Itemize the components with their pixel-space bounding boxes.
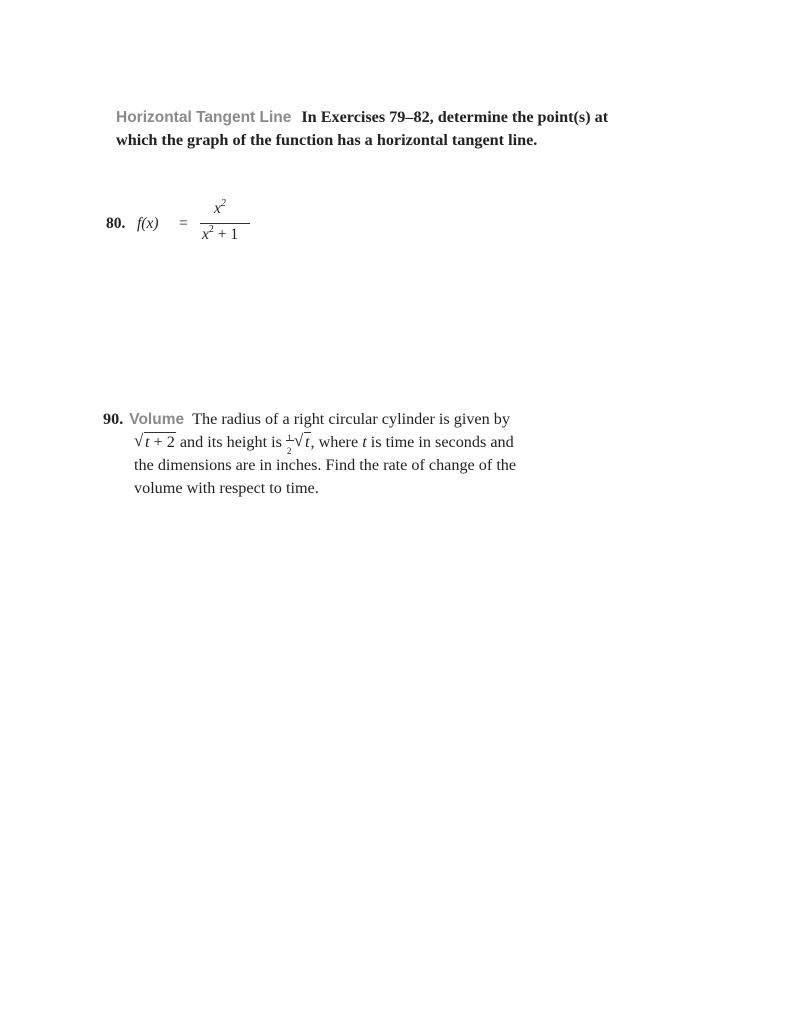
- sqrt-height: √ t: [294, 431, 310, 451]
- equals-sign: =: [179, 215, 188, 232]
- exercise-90-number: 90.: [103, 410, 124, 428]
- exercise-90-line-4: volume with respect to time.: [134, 479, 319, 497]
- exercise-90-text-line-1: The radius of a right circular cylinder is given by: [192, 410, 510, 428]
- exercise-90-line-3: the dimensions are in inches. Find the rate of change of the: [134, 456, 517, 474]
- exercise-section-header: [116, 106, 616, 151]
- exercise-90-label: Volume: [129, 411, 185, 428]
- fraction-denominator: $x^2 + 1$: [202, 224, 239, 243]
- exercise-80-number: 80.: [106, 215, 126, 232]
- section-heading: Horizontal Tangent Line: [116, 109, 292, 126]
- exercise-90-line-1: [103, 408, 603, 431]
- sqrt-radius: √ t + 2: [134, 431, 175, 451]
- function-lhs: f(x): [137, 215, 159, 232]
- fraction-bar: [200, 223, 250, 224]
- fraction-numerator: $x^2$: [214, 198, 226, 217]
- section-instructions: In Exercises 79–82, determine the point(s) at which the graph of the function has a horizontal tangent line.: [116, 108, 609, 149]
- exercise-90: [103, 408, 603, 497]
- one-half-fraction: 1 2: [286, 433, 294, 449]
- exercise-90-line-2: √ t + 2 and its height is 1 2 √ t, where t is time in seconds and: [134, 431, 514, 456]
